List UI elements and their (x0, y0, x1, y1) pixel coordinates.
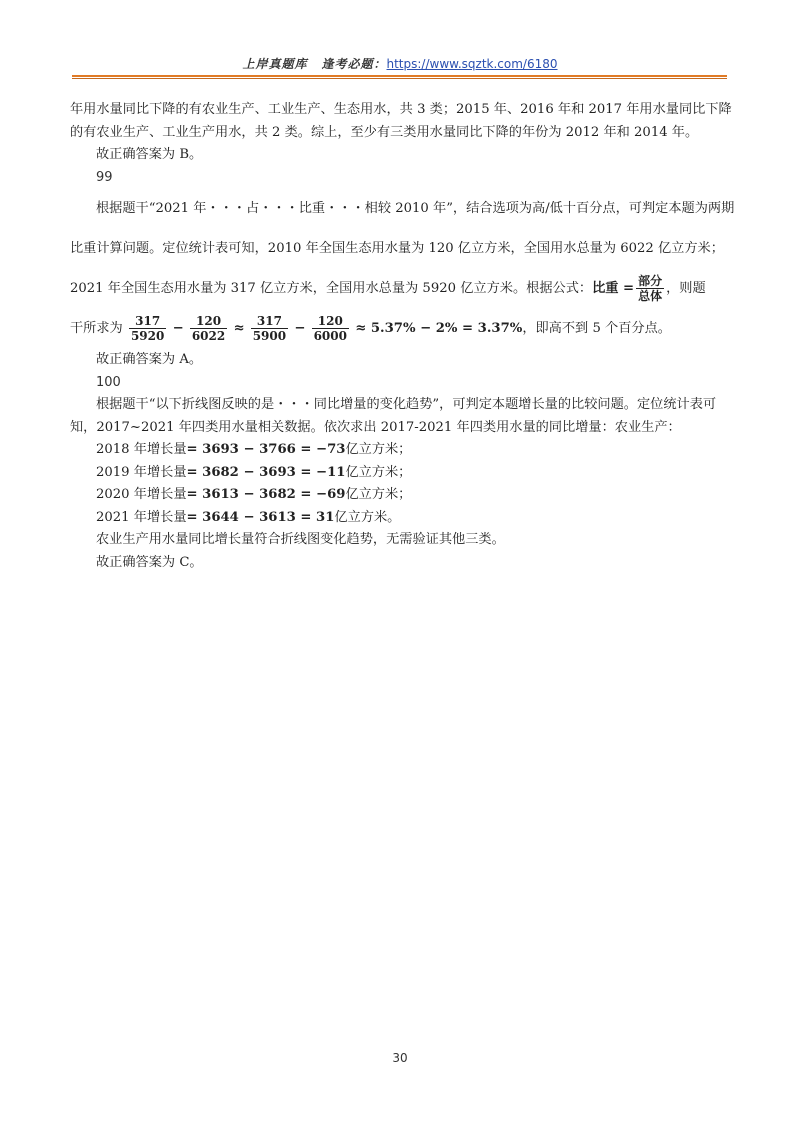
fraction-3-denominator: 5900 (252, 329, 287, 343)
calc-line-2020 (70, 484, 736, 507)
page-number: 30 (392, 1051, 408, 1065)
minus-1: − (172, 321, 184, 336)
fraction-2 (190, 314, 227, 343)
paragraph-continued-explanation: 年用水量同比下降的有农业生产、工业生产、生态用水，共 3 类；2015 年、2016 年和 2017 年用水量同比下降的有农业生产、工业生产用水，共 2 类。综上，至少有三类用水量同比下降的年份为 2012 年和 2014 年。 (70, 102, 732, 140)
question-99-text: 根据题干“2021 年・・・占・・・比重・・・相较 2010 年”，结合选项为高/低十百分点，可判定本题为两期比重计算问题。定位统计表可知，2010 年全国生态用水量为 120 亿立方米，全国用水总量为 6022 亿立方米；2021 年全国生态用水量为 317 亿立方米，全国用水总量为 5920 亿立方米。根据公式： (70, 201, 735, 296)
formula-fraction (636, 274, 664, 303)
fraction-3-numerator: 317 (251, 314, 288, 329)
answer-98: 故正确答案为 B。 (96, 147, 203, 162)
fraction-4-denominator: 6000 (313, 329, 347, 343)
formula-numerator: 部分 (638, 274, 663, 288)
calc-line-label: 2021 年增长量 (96, 509, 187, 525)
answer-99: 故正确答案为 A。 (96, 352, 203, 367)
question-99-number: 99 (96, 169, 113, 185)
approx-1: ≈ (233, 321, 245, 336)
calc-line-label: 2019 年增长量 (96, 464, 187, 480)
conclusion: 农业生产用水量同比增长量符合折线图变化趋势，无需验证其他三类。 (96, 532, 505, 547)
header-url-link[interactable]: https://www.sqztk.com/6180 (386, 57, 558, 71)
calc-line-expression: = 3693 − 3766 = −73 (186, 442, 346, 457)
fraction-2-numerator: 120 (190, 314, 227, 329)
calc-result: ≈ 5.37% − 2% = 3.37% (355, 321, 523, 336)
calc-line-expression: = 3644 − 3613 = 31 (186, 509, 335, 525)
header-tagline: 逢考必题： (321, 57, 387, 71)
question-100-number: 100 (96, 374, 121, 390)
page-header (0, 56, 800, 72)
fraction-1-denominator: 5920 (130, 329, 165, 343)
calc-line-2018 (70, 439, 736, 462)
calc-line-unit: 亿立方米； (345, 442, 412, 457)
calc-line-unit: 亿立方米； (345, 464, 412, 480)
calc-line-expression: = 3613 − 3682 = −69 (186, 487, 346, 502)
fraction-4 (312, 314, 349, 343)
header-rule-bottom (72, 78, 727, 79)
calc-line-expression: = 3682 − 3693 = −11 (186, 464, 346, 480)
calc-suffix: ，即高不到 5 个百分点。 (522, 321, 671, 336)
answer-100: 故正确答案为 C。 (96, 554, 203, 570)
formula-tail: ，则题 (666, 281, 706, 296)
minus-2: − (294, 321, 306, 336)
page-content (70, 99, 736, 574)
fraction-1-numerator: 317 (129, 314, 166, 329)
calc-prefix: 干所求为 (70, 321, 123, 336)
question-99-explanation (70, 189, 736, 309)
header-site-name: 上岸真题库 (242, 57, 308, 71)
formula-denominator: 总体 (638, 289, 663, 303)
formula-label: 比重 = (592, 281, 635, 296)
header-rule-top (72, 75, 727, 77)
calc-line-label: 2020 年增长量 (96, 487, 187, 502)
calc-line-label: 2018 年增长量 (96, 442, 187, 457)
calc-line-unit: 亿立方米； (345, 487, 412, 502)
question-99-calculation (70, 309, 736, 349)
fraction-1 (129, 314, 166, 343)
fraction-4-numerator: 120 (312, 314, 349, 329)
question-100-text: 根据题干“以下折线图反映的是・・・同比增量的变化趋势”，可判定本题增长量的比较问题。定位统计表可知，2017~2021 年四类用水量相关数据。依次求出 2017-2021 年四类用水量的同比增量：农业生产： (70, 397, 717, 435)
calc-line-2019 (70, 462, 736, 485)
fraction-3 (251, 314, 288, 343)
calc-line-unit: 亿立方米。 (334, 509, 401, 525)
fraction-2-denominator: 6022 (191, 329, 226, 343)
calc-line-2021 (70, 507, 736, 530)
